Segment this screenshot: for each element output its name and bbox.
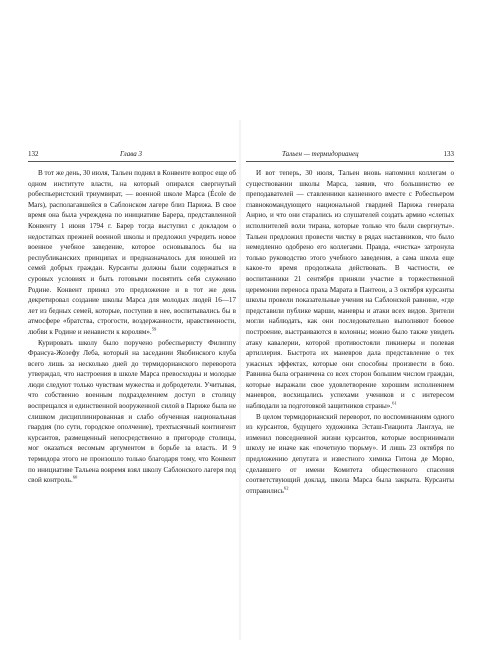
page-number: 133	[443, 150, 454, 158]
right-running-header	[246, 149, 454, 162]
paragraph: Курировать школу было поручено робеспьеристу Филиппу Франсуа-Жозефу Леба, который на заседании Якобинского клуба всего лишь за несколько дней до термидорианского переворота утверждал, что настроения в школе Марса превосходны и молодые люди следуют только чувствам мужества и добродетели. Учитывая, что собственно военным подразделением доступ в столицу воспрещался и единственной вооруженной силой в Париже была не слишком дисциплинированная и слабо обученная национальная гвардия (по сути, городское ополчение), трехтысячный контингент курсантов, размещенный непосредственно в пригороде столицы, мог оказаться весомым аргументом в борьбе за власть. И 9 термидора этого не произошло только благодаря тому, что Конвент по инициативе Тальена вовремя взял школу Саблонского лагеря под свой контроль.$^{60}$	[28, 338, 236, 485]
right-page	[246, 149, 454, 496]
footnote-ref: 62	[283, 485, 289, 491]
footnote-ref: 60	[72, 474, 78, 480]
paragraph: И вот теперь, 30 июля, Тальен вновь напомнил коллегам о существовании школы Марса, заявив, что большинство ее преподавателей — ставленники казненного вместе с Робеспьером главнокомандующего национальной гвардией Парижа генерала Анрио, и что они старались из слушателей создать армию «слепых исполнителей воли тирана, которые только что были свергнуты». Тальен предложил провести чистку в рядах наставников, что было немедленно одобрено его коллегами. Правда, «чистка» затронула только руководство этого учебного заведения, а сама школа еще какое-то время продолжала действовать. В частности, ее воспитанники 21 сентября приняли участие в торжественной церемонии переноса праха Марата в Пантеон, а 3 октября курсанты школы провели показательные учения на Саблонской равнине, «где представили публике марши, маневры и атаки всех видов. Зрители могли наблюдать, как они последовательно выполняют боевое построение, выстраиваются в колонны; можно было также увидеть атаку кавалерии, которой противостояли пикинеры и полевая артиллерия. Быстрота их маневров дала представление о тех ужасных эффектах, которые они способны произвести в бою. Равнина была ограничена со всех сторон большим числом граждан, которые выражали свое удовлетворение хорошим исполнением маневров, восхищались успехами учеников и с интересом наблюдали за подготовкой защитников страны».$^{61}$	[246, 169, 454, 411]
footnote-ref: 61	[392, 400, 397, 406]
left-running-header	[28, 149, 236, 162]
paragraph: В целом термидорианский переворот, по воспоминаниям одного из курсантов, будущего художника Эсташ-Гиацинта Ланглуа, не изменил повседневной жизни курсантов, которые воспринимали школу не иначе как «почетную тюрьму». И лишь 23 октября по предложению депутата и известного химика Гитона де Морво, сделавшего от имени Комитета общественного спасения соответствующий доклад, школа Марса была закрыта. Курсанты отправились$^{62}$	[246, 412, 454, 495]
right-body-text	[246, 168, 454, 496]
paragraph: В тот же день, 30 июля, Тальен поднял в Конвенте вопрос еще об одном институте власти, на который опирался свергнутый робеспьеристский триумвират, — военной школе Марса (École de Mars), располагавшейся в Саблонском лагере близ Парижа. В свое время она была учреждена по инициативе Барера, представленной Конвенту 1 июня 1794 г. Барер тогда выступил с докладом о недостатках прежней военной школы и предложил учредить новое военное учебное заведение, которое основывалось бы на республиканских принципах и предназначалось для юношей из семей добрых граждан. Курсанты должны были содержаться в суровых условиях и быть готовыми посвятить себя служению Родине. Конвент принял это предложение и в тот же день декретировал создание школы Марса для молодых людей 16—17 лет из бедных семей, которые, поступив в нее, воспитывались бы в атмосфере «братства, строгости, воздержанности, нравственности, любви к Родине и ненависти к королям».$^{59}$	[28, 169, 236, 336]
page-number: 132	[28, 150, 39, 158]
footnote-ref: 59	[151, 326, 157, 332]
running-head: Тальен — термидорианец	[282, 150, 359, 158]
running-head: Глава 3	[120, 150, 142, 158]
left-body-text	[28, 168, 236, 486]
page-gutter	[238, 120, 242, 640]
left-page	[28, 149, 236, 486]
